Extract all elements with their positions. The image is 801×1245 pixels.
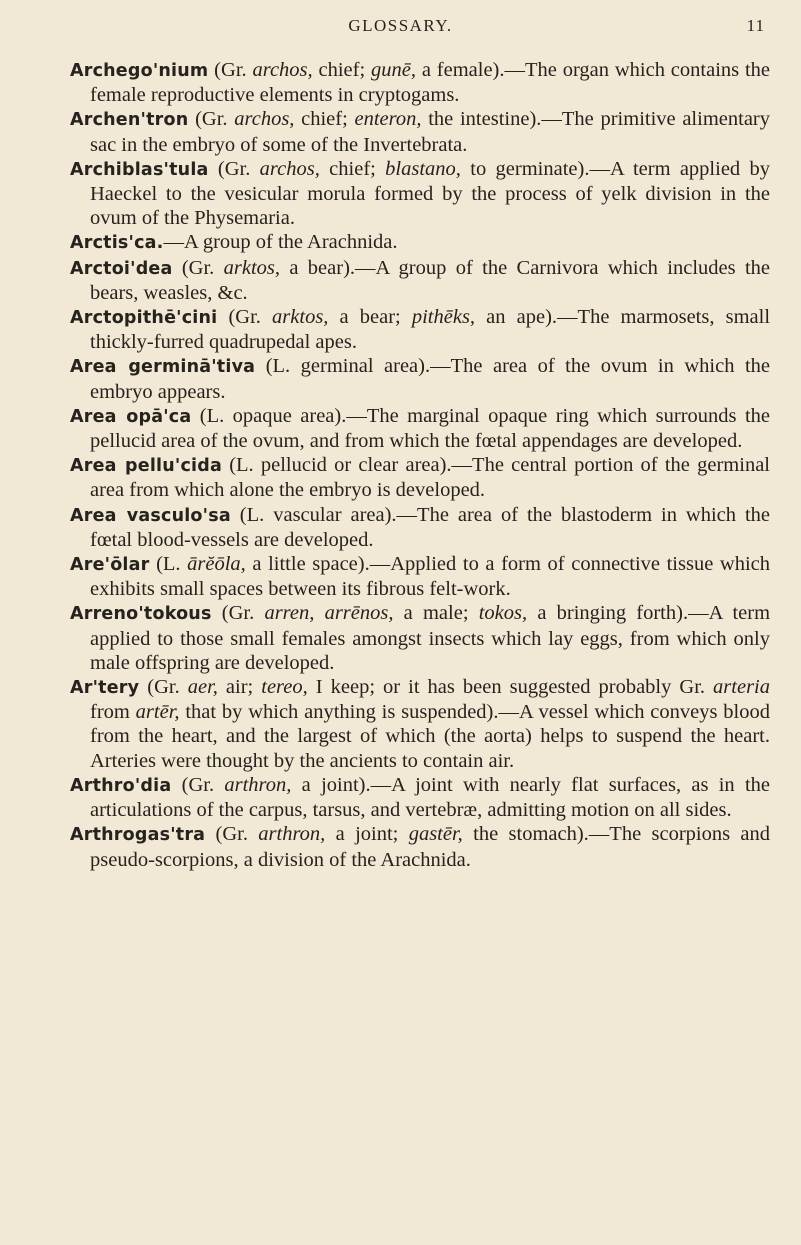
entry-etymon: archos, (234, 108, 295, 131)
entry-text: (L. pellucid or clear area).—The central portion of the germinal area from which alone the embryo is developed. (90, 454, 770, 502)
entry-text: (L. (149, 553, 188, 576)
entry-text: air; (217, 676, 262, 699)
entry-text: to germinate).—A term applied by Haeckel to the vesicular morula formed by the process of yelk division in the ovum of the Physemaria. (90, 157, 771, 230)
glossary-entry (70, 675, 770, 773)
entry-etymon: gunē, (371, 59, 416, 81)
entry-text: an ape).—The marmosets, small thickly-furred quadrupedal apes. (90, 306, 771, 354)
entry-headword: Are'ōlar (70, 555, 150, 576)
entry-headword: Area vasculo'sa (70, 505, 231, 526)
page-number: 11 (746, 16, 765, 35)
glossary-entry (70, 822, 770, 871)
entry-etymon: aer, (187, 676, 218, 699)
entry-text: (Gr. (205, 823, 259, 846)
entry-headword: Area opā'ca (70, 406, 192, 427)
entry-text: that by which anything is suspended).—A vessel which conveys blood from the heart, and the largest of which (the aorta) helps to suspend the heart. Arteries were thought by the ancients to contain air. (90, 701, 770, 772)
entry-text: a joint).—A joint with nearly flat surfaces, as in the articulations of the carpus, tarsus, and vertebræ, admitting motion on all sides. (90, 773, 770, 822)
entry-headword: Arctis'ca. (70, 233, 164, 254)
entry-headword: Archego'nium (70, 61, 209, 81)
entry-headword: Area germinā'tiva (70, 357, 256, 378)
entry-text: chief; (312, 59, 372, 81)
entry-etymon: artēr, (135, 701, 180, 724)
entry-text (314, 602, 324, 624)
entry-text: (L. vascular area).—The area of the blastoderm in which the fœtal blood-vessels are developed. (90, 503, 770, 551)
glossary-entries (70, 58, 770, 872)
entry-etymon: gastēr, (408, 823, 463, 846)
glossary-entry (70, 503, 770, 552)
entry-text: (L. germinal area).—The area of the ovum in which the embryo appears. (90, 355, 770, 403)
glossary-entry (70, 305, 770, 354)
glossary-entry (70, 404, 770, 453)
glossary-entry (70, 107, 770, 156)
entry-etymon: arthron, (258, 823, 326, 846)
entry-text: the intestine).—The primitive alimentary sac in the embryo of some of the Invertebrata. (90, 108, 770, 156)
entry-etymon: tokos, (478, 602, 528, 625)
entry-text: a female).—The organ which contains the female reproductive elements in cryptogams. (90, 59, 771, 107)
entry-etymon: blastano, (385, 157, 461, 180)
entry-headword: Ar'tery (70, 678, 140, 699)
entry-text: chief; (319, 157, 386, 180)
entry-text: (Gr. (208, 157, 260, 180)
entry-etymon: tereo, (261, 676, 308, 699)
entry-headword: Arthrogas'tra (70, 825, 206, 846)
entry-etymon: arktos, (272, 306, 329, 329)
entry-headword: Arctoi'dea (70, 258, 173, 279)
entry-etymon: arren, (264, 602, 315, 625)
entry-etymon: arktos, (223, 256, 281, 279)
glossary-entry (70, 552, 770, 601)
glossary-entry (70, 157, 770, 231)
entry-text: (Gr. (188, 108, 235, 131)
entry-text: a little space).—Applied to a form of connective tissue which exhibits small spaces between its fibrous felt-work. (90, 553, 770, 601)
glossary-entry (70, 601, 770, 675)
page-header (0, 12, 801, 42)
entry-text: a bear).—A group of the Carnivora which includes the bears, weasles, &c. (90, 256, 770, 304)
entry-etymon: pithēks, (411, 306, 476, 329)
entry-headword: Archiblas'tula (70, 159, 209, 180)
entry-etymon: arthron, (224, 773, 292, 796)
entry-headword: Archen'tron (70, 110, 189, 131)
entry-headword: Arthro'dia (70, 775, 172, 796)
entry-etymon: ārĕōla, (187, 553, 246, 576)
entry-etymon: archos, (259, 157, 320, 180)
entry-headword: Arreno'tokous (70, 604, 212, 625)
entry-text: (Gr. (217, 306, 273, 329)
entry-text: (L. opaque area).—The marginal opaque ring which surrounds the pellucid area of the ovum, and from which the fœtal appendages are developed. (90, 404, 770, 453)
entry-etymon: arrēnos, (324, 602, 394, 625)
entry-etymon: arteria (713, 676, 770, 699)
entry-text: the stomach).—The scorpions and pseudo-scorpions, a division of the Arachnida. (90, 823, 771, 871)
glossary-entry (70, 230, 770, 255)
entry-text: (Gr. (211, 602, 265, 625)
entry-text: from (90, 701, 136, 724)
entry-text: (Gr. (171, 773, 225, 796)
entry-text: a male; (393, 602, 479, 625)
entry-text: (Gr. (172, 256, 224, 279)
entry-text: chief; (294, 108, 355, 131)
glossary-entry (70, 256, 770, 305)
entry-etymon: enteron, (354, 108, 422, 131)
entry-text: (Gr. (208, 59, 253, 81)
entry-etymon: archos, (252, 59, 313, 81)
entry-text: (Gr. (139, 676, 188, 699)
glossary-entry (70, 773, 770, 822)
glossary-entry (70, 354, 770, 403)
entry-text: a bear; (328, 306, 412, 329)
entry-headword: Area pellu'cida (70, 456, 222, 477)
glossary-entry (70, 58, 770, 107)
entry-headword: Arctopithē'cini (70, 308, 218, 329)
entry-text: a bringing forth).—A term applied to those small females amongst insects which lay eggs, from which only male offspring are developed. (90, 602, 771, 674)
running-head: GLOSSARY. (348, 16, 453, 35)
glossary-entry (70, 453, 770, 502)
entry-text: I keep; or it has been suggested probably Gr. (307, 676, 714, 699)
entry-text: —A group of the Arachnida. (163, 231, 398, 254)
entry-text: a joint; (325, 823, 409, 846)
